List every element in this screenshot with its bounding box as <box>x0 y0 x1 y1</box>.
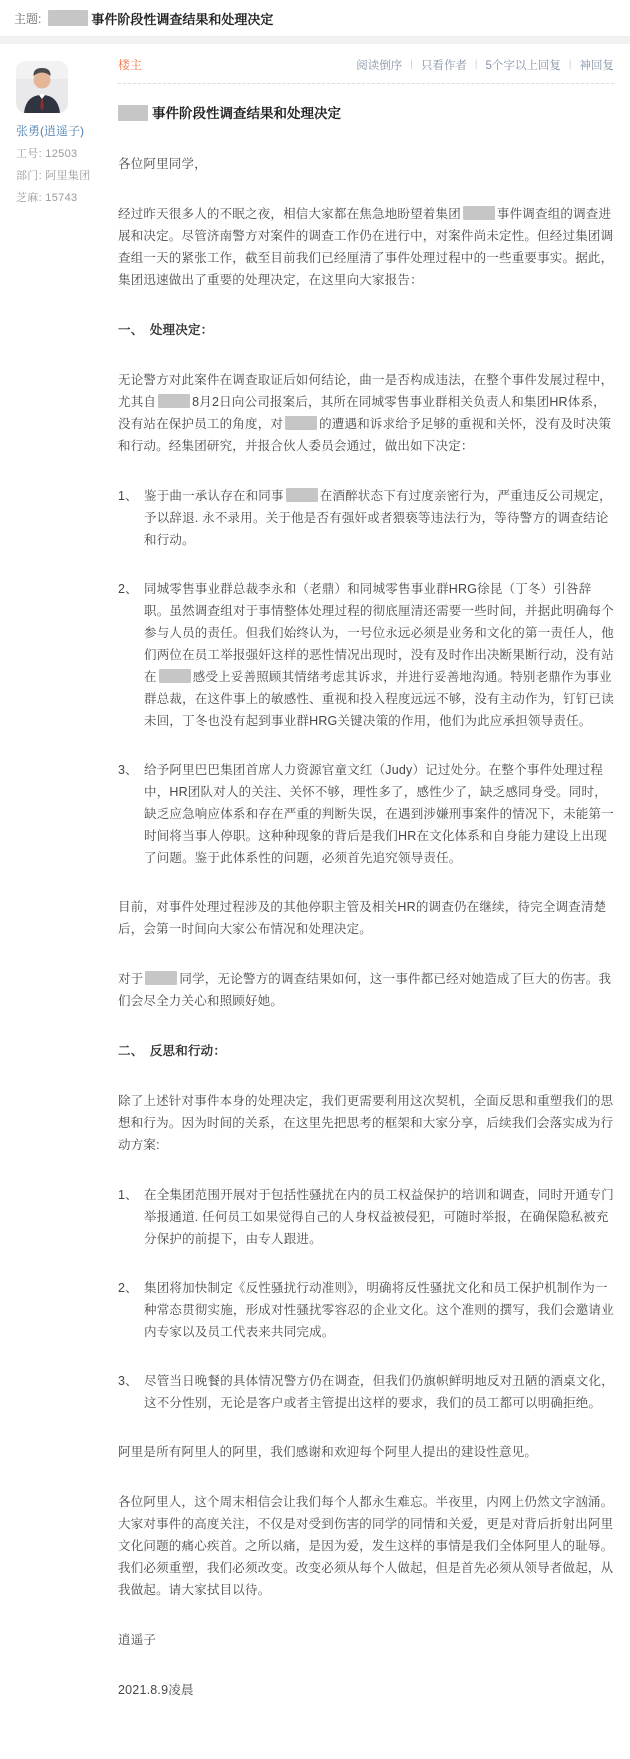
header-link[interactable]: 5个字以上回复 <box>485 59 561 72</box>
header-link[interactable]: 只看作者 <box>420 59 467 72</box>
item-text: 集团将加快制定《反性骚扰行动准则》，明确将反性骚扰文化和员工保护机制作为一种常态贯彻实施，形成对性骚扰零容忍的企业文化。这个准则的撰写，我们会邀请业内专家以及员工代表来共同完成。 <box>144 1281 614 1339</box>
item-number: 2、 <box>118 582 138 596</box>
post-panel <box>0 44 630 1759</box>
signature: 逍遥子 <box>118 1633 157 1647</box>
redaction-block <box>145 971 177 985</box>
author-avatar[interactable] <box>16 61 68 113</box>
author-field: 芝麻: 15743 <box>16 192 78 204</box>
floor-tag: 楼主 <box>118 58 143 72</box>
author-fields <box>16 145 104 205</box>
redaction-block <box>463 206 495 220</box>
header-link[interactable]: 神回复 <box>579 59 614 72</box>
redaction-block <box>159 669 191 683</box>
item-number: 1、 <box>118 1188 138 1202</box>
portrait-photo-icon <box>16 61 68 113</box>
redaction-block <box>118 105 148 121</box>
item-number: 3、 <box>118 1374 138 1388</box>
redaction-block <box>285 416 317 430</box>
item-text: 同城零售事业群总裁李永和（老鼎）和同城零售事业群HRG徐昆（丁冬）引咎辞职。虽然调查组对于事情整体处理过程的彻底厘清还需要一些时间，并据此明确每个参与人员的责任。但我们始终认为，一号位永远必须是业务和文化的第一责任人，他们两位在员工举报强奸这样的恶性情况出现时，没有及时作出决断果断行动，没有站在 感受上妥善照顾其情绪考虑其诉求，并进行妥善地沟通。特别老鼎作为事业群总裁，在这件事上的敏感性、重视和投入程度远远不够，没有主动作为，钉钉已读未回，丁冬也没有起到事业群HRG关键决策的作用，他们为此应承担领导责任。 <box>144 582 614 728</box>
link-separator: | <box>410 59 413 70</box>
paragraph: 经过昨天很多人的不眠之夜，相信大家都在焦急地盼望着集团 事件调查组的调查进展和决定。尽管济南警方对案件的调查工作仍在进行中，对案件尚未定性。但经过集团调查组一天的紧张工作，截至目前我们已经厘清了事件处理过程中的一些重要事实。据此，集团迅速做出了重要的处理决定，在这里向大家报告： <box>118 207 614 287</box>
post-title-text: 事件阶段性调查结果和处理决定 <box>152 106 341 121</box>
numbered-item <box>118 485 614 551</box>
redaction-block <box>158 394 190 408</box>
author-name-link[interactable]: 张勇(逍遥子) <box>16 124 84 138</box>
numbered-item <box>118 759 614 869</box>
item-text: 给予阿里巴巴集团首席人力资源官童文红（Judy）记过处分。在整个事件处理过程中，HR团队对人的关注、关怀不够，理性多了，感性少了，缺乏感同身受。同时，缺乏应急响应体系和存在严重的判断失误，在遇到涉嫌刑事案件的情况下，未能第一时间将当事人停职。这种种现象的背后是我们HR在文化体系和自身能力建设上出现了问题。鉴于此体系性的问题，必须首先追究领导责任。 <box>144 763 614 865</box>
paragraph: 各位阿里人，这个周末相信会让我们每个人都永生难忘。半夜里，内网上仍然文字汹涌。大家对事件的高度关注，不仅是对受到伤害的同学的同情和关爱，更是对背后折射出阿里文化问题的痛心疾首。之所以痛，是因为爱，发生这样的事情是我们全体阿里人的耻辱。我们必须重塑，我们必须改变。改变必须从每个人做起，但是首先必须从领导者做起，从我做起。请大家拭目以待。 <box>118 1495 614 1597</box>
author-field: 部门: 阿里集团 <box>16 170 91 182</box>
redaction-block <box>48 10 88 26</box>
item-number: 1、 <box>118 489 138 503</box>
paragraph: 目前，对事件处理过程涉及的其他停职主管及相关HR的调查仍在继续，待完全调查清楚后，会第一时间向大家公布情况和处理决定。 <box>118 900 607 936</box>
paragraph: 对于 同学，无论警方的调查结果如何，这一事件都已经对她造成了巨大的伤害。我们会尽全力关心和照顾好她。 <box>118 972 612 1008</box>
item-number: 3、 <box>118 763 138 777</box>
author-sidebar <box>0 44 104 1759</box>
paragraph: 除了上述针对事件本身的处理决定，我们更需要利用这次契机，全面反思和重塑我们的思想和行为。因为时间的关系，在这里先把思考的框架和大家分享，后续我们会落实成为行动方案: <box>118 1094 614 1152</box>
topbar-subject-label: 主题: <box>14 11 42 26</box>
item-text: 尽管当日晚餐的具体情况警方仍在调查，但我们仍旗帜鲜明地反对丑陋的酒桌文化，这不分性别，无论是客户或者主管提出这样的要求，我们的员工都可以明确拒绝。 <box>144 1374 614 1410</box>
post-header-links <box>356 57 614 73</box>
author-field: 工号: 12503 <box>16 148 78 160</box>
numbered-item <box>118 578 614 732</box>
post-title <box>118 105 614 123</box>
link-separator: | <box>474 59 478 70</box>
numbered-item <box>118 1184 614 1250</box>
section-heading: 一、 处理决定： <box>118 323 214 337</box>
post-main <box>104 44 630 1759</box>
paragraph: 阿里是所有阿里人的阿里，我们感谢和欢迎每个阿里人提出的建设性意见。 <box>118 1445 538 1459</box>
link-separator: | <box>568 59 572 70</box>
numbered-item <box>118 1370 614 1414</box>
item-number: 2、 <box>118 1281 138 1295</box>
post-date: 2021.8.9凌晨 <box>118 1683 194 1697</box>
item-text: 在全集团范围开展对于包括性骚扰在内的员工权益保护的培训和调查，同时开通专门举报通道. 任何员工如果觉得自己的人身权益被侵犯，可随时举报，在确保隐私被充分保护的前提下，由专人跟进。 <box>144 1188 614 1246</box>
post-header-row <box>118 53 614 84</box>
section-heading: 二、 反思和行动： <box>118 1044 227 1058</box>
header-link[interactable]: 阅读倒序 <box>356 59 403 72</box>
paragraph: 无论警方对此案件在调查取证后如何结论，曲一是否构成违法，在整个事件发展过程中，尤其自 8月2日向公司报案后，其所在同城零售事业群相关负责人和集团HR体系，没有站在保护员工的角度，对 的遭遇和诉求给予足够的重视和关怀，没有及时决策和行动。经集团研究，并报合伙人委员会通过，做出如下决定： <box>118 373 614 453</box>
post-body <box>118 153 614 1701</box>
topbar-title: 事件阶段性调查结果和处理决定 <box>91 11 274 27</box>
paragraph: 各位阿里同学， <box>118 157 207 171</box>
redaction-block <box>286 488 318 502</box>
numbered-item <box>118 1277 614 1343</box>
topbar <box>0 0 630 37</box>
item-text: 鉴于曲一承认存在和同事 在酒醉状态下有过度亲密行为，严重违反公司规定，予以辞退. 永不录用。关于他是否有强奸或者猥亵等违法行为，等待警方的调查结论和行动。 <box>144 489 612 547</box>
